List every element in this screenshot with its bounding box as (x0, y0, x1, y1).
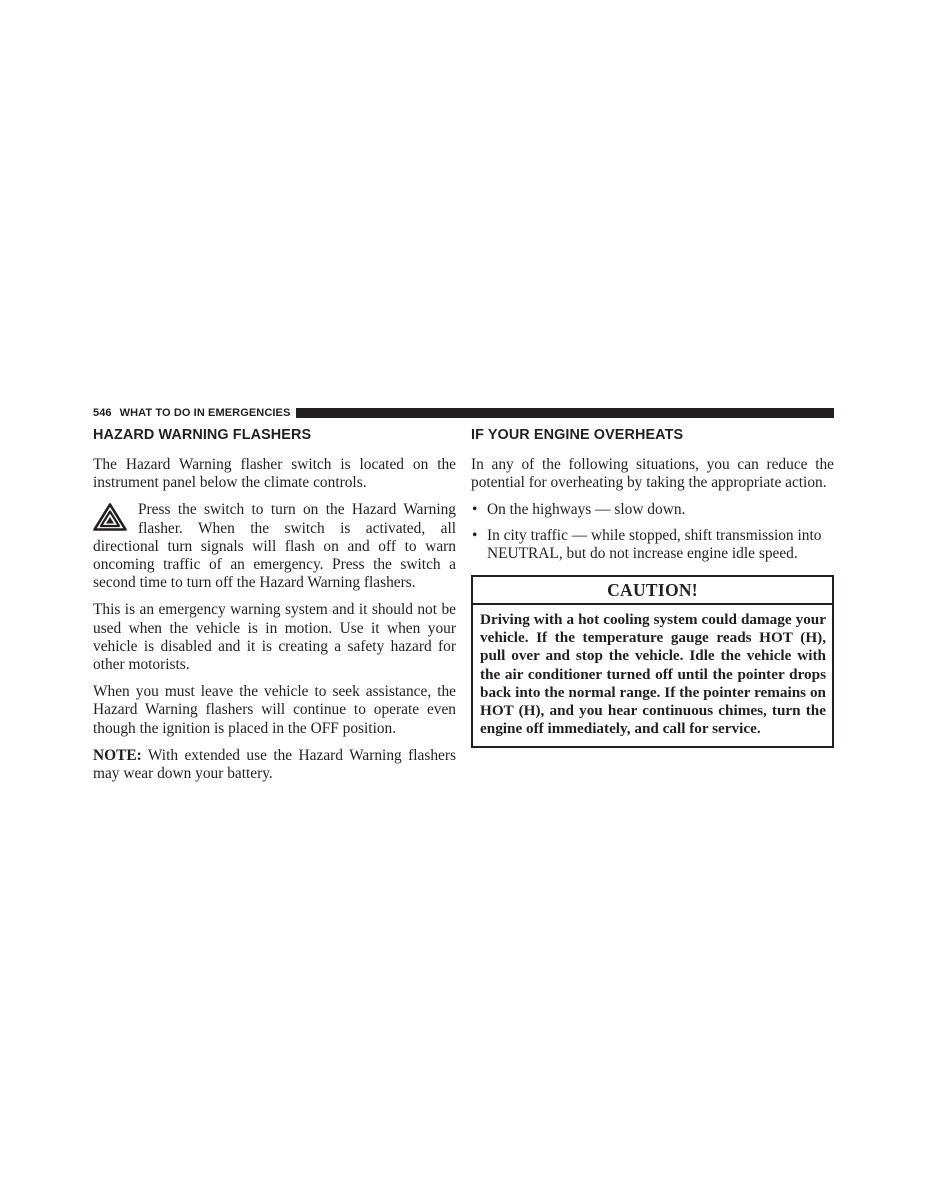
left-column (93, 426, 456, 792)
header-rule (296, 408, 834, 418)
overheat-heading: IF YOUR ENGINE OVERHEATS (471, 427, 684, 443)
hazard-usage-paragraph: This is an emergency warning system and it should not be used when the vehicle is in motion. Use it when your vehicle is disabled and it is creating a safety hazard for other motorists. (93, 601, 456, 674)
hazard-heading: HAZARD WARNING FLASHERS (93, 427, 312, 443)
overheat-intro-paragraph: In any of the following situations, you can reduce the potential for overheating by taking the appropriate action. (471, 456, 834, 492)
hazard-note-paragraph (93, 747, 456, 783)
hazard-location-paragraph: The Hazard Warning flasher switch is located on the instrument panel below the climate controls. (93, 456, 456, 492)
bullet-text: In city traffic — while stopped, shift transmission into NEUTRAL, but do not increase engine idle speed. (487, 526, 822, 562)
note-label: NOTE: (93, 746, 142, 764)
hazard-leave-paragraph: When you must leave the vehicle to seek assistance, the Hazard Warning flashers will continue to operate even though the ignition is placed in the OFF position. (93, 683, 456, 737)
overheat-bullet-list (471, 501, 834, 563)
bullet-icon: • (472, 526, 478, 544)
section-title-header: WHAT TO DO IN EMERGENCIES (119, 407, 291, 419)
bullet-text: On the highways — slow down. (487, 501, 686, 519)
list-item (471, 501, 834, 519)
hazard-triangle-icon (93, 503, 127, 531)
caution-title: CAUTION! (473, 577, 832, 605)
bullet-icon: • (472, 501, 478, 519)
list-item (471, 527, 834, 563)
caution-box (471, 575, 834, 748)
hazard-switch-paragraph (93, 501, 456, 592)
caution-text: Driving with a hot cooling system could damage your vehicle. If the temperature gauge reads HOT (H), pull over and stop the vehicle. Idle the vehicle with the air conditioner turned off until the pointer drops back into the normal range. If the pointer remains on HOT (H), and you hear continuous chimes, turn the engine off immediately, and call for service. (480, 611, 826, 738)
page-number: 546 (93, 407, 112, 419)
right-column (471, 426, 834, 748)
note-text: With extended use the Hazard Warning flashers may wear down your battery. (93, 746, 456, 783)
hazard-switch-text: Press the switch to turn on the Hazard Warning flasher. When the switch is activated, all directional turn signals will flash on and off to warn oncoming traffic of an emergency. Press the switch a second time to turn off the Hazard Warning flashers. (93, 501, 456, 592)
page-header (93, 406, 834, 420)
